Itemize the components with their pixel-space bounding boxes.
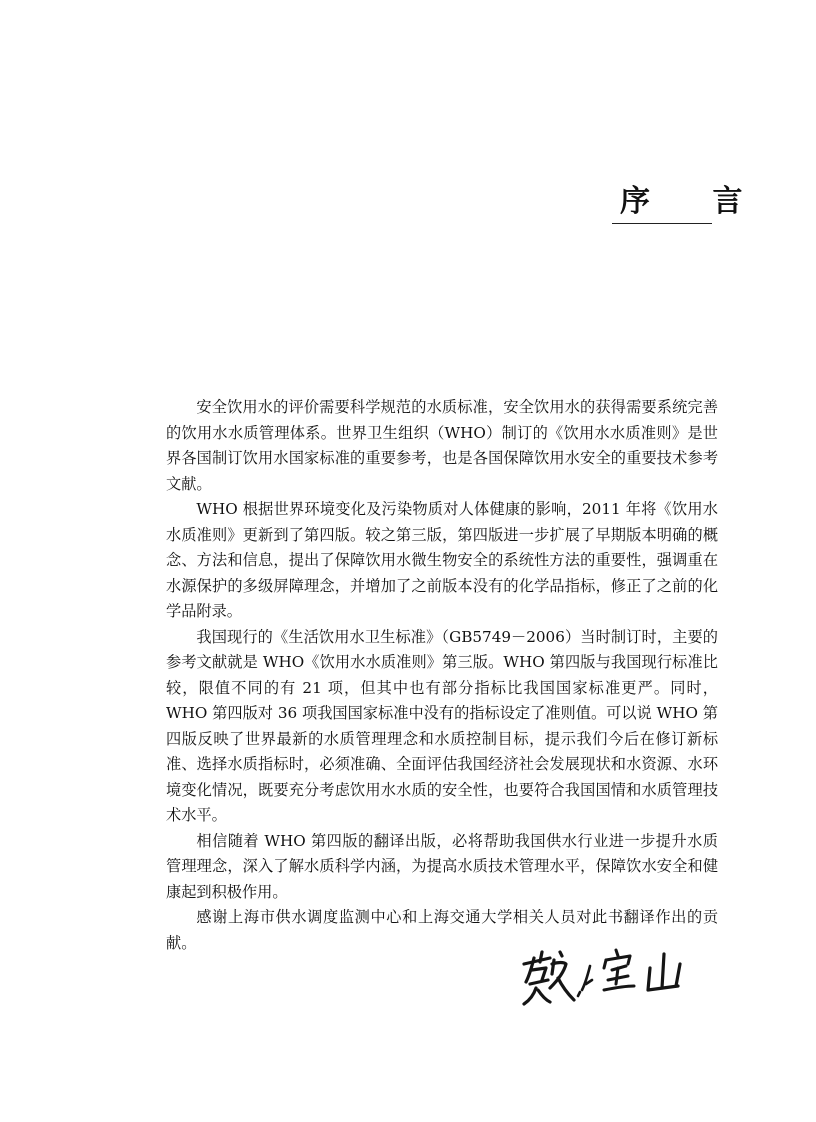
title-underline [612, 223, 712, 224]
paragraph-3: 我国现行的《生活饮用水卫生标准》（GB5749－2006）当时制订时，主要的参考文献就是 WHO《饮用水水质准则》第三版。WHO 第四版与我国现行标准比较，限值不同的有 21 项，但其中也有部分指标比我国国家标准更严。同时，WHO 第四版对 36 项我国国家标准中没有的指标设定了准则值。可以说 WHO 第四版反映了世界最新的水质管理理念和水质控制目标，提示我们今后在修订新标准、选择水质指标时，必须准确、全面评估我国经济社会发展现状和水资源、水环境变化情况，既要充分考虑饮用水水质的安全性，也要符合我国国情和水质管理技术水平。 [166, 627, 718, 824]
handwritten-signature [520, 944, 690, 1008]
paragraph-5: 感谢上海市供水调度监测中心和上海交通大学相关人员对此书翻译作出的贡献。 [166, 908, 718, 952]
preface-body [166, 395, 718, 956]
page-title: 序 言 [620, 184, 769, 219]
title-block [612, 182, 769, 224]
paragraph-4: 相信随着 WHO 第四版的翻译出版，必将帮助我国供水行业进一步提升水质管理理念，深入了解水质科学内涵，为提高水质技术管理水平，保障饮水安全和健康起到积极作用。 [166, 831, 718, 901]
paragraph-2: WHO 根据世界环境变化及污染物质对人体健康的影响，2011 年将《饮用水水质准则》更新到了第四版。较之第三版，第四版进一步扩展了早期版本明确的概念、方法和信息，提出了保障饮用水微生物安全的系统性方法的重要性，强调重在水源保护的多级屏障理念，并增加了之前版本没有的化学品指标，修正了之前的化学品附录。 [166, 500, 718, 620]
paragraph-1: 安全饮用水的评价需要科学规范的水质标准，安全饮用水的获得需要系统完善的饮用水水质管理体系。世界卫生组织（WHO）制订的《饮用水水质准则》是世界各国制订饮用水国家标准的重要参考，也是各国保障饮用水安全的重要技术参考文献。 [166, 398, 718, 493]
